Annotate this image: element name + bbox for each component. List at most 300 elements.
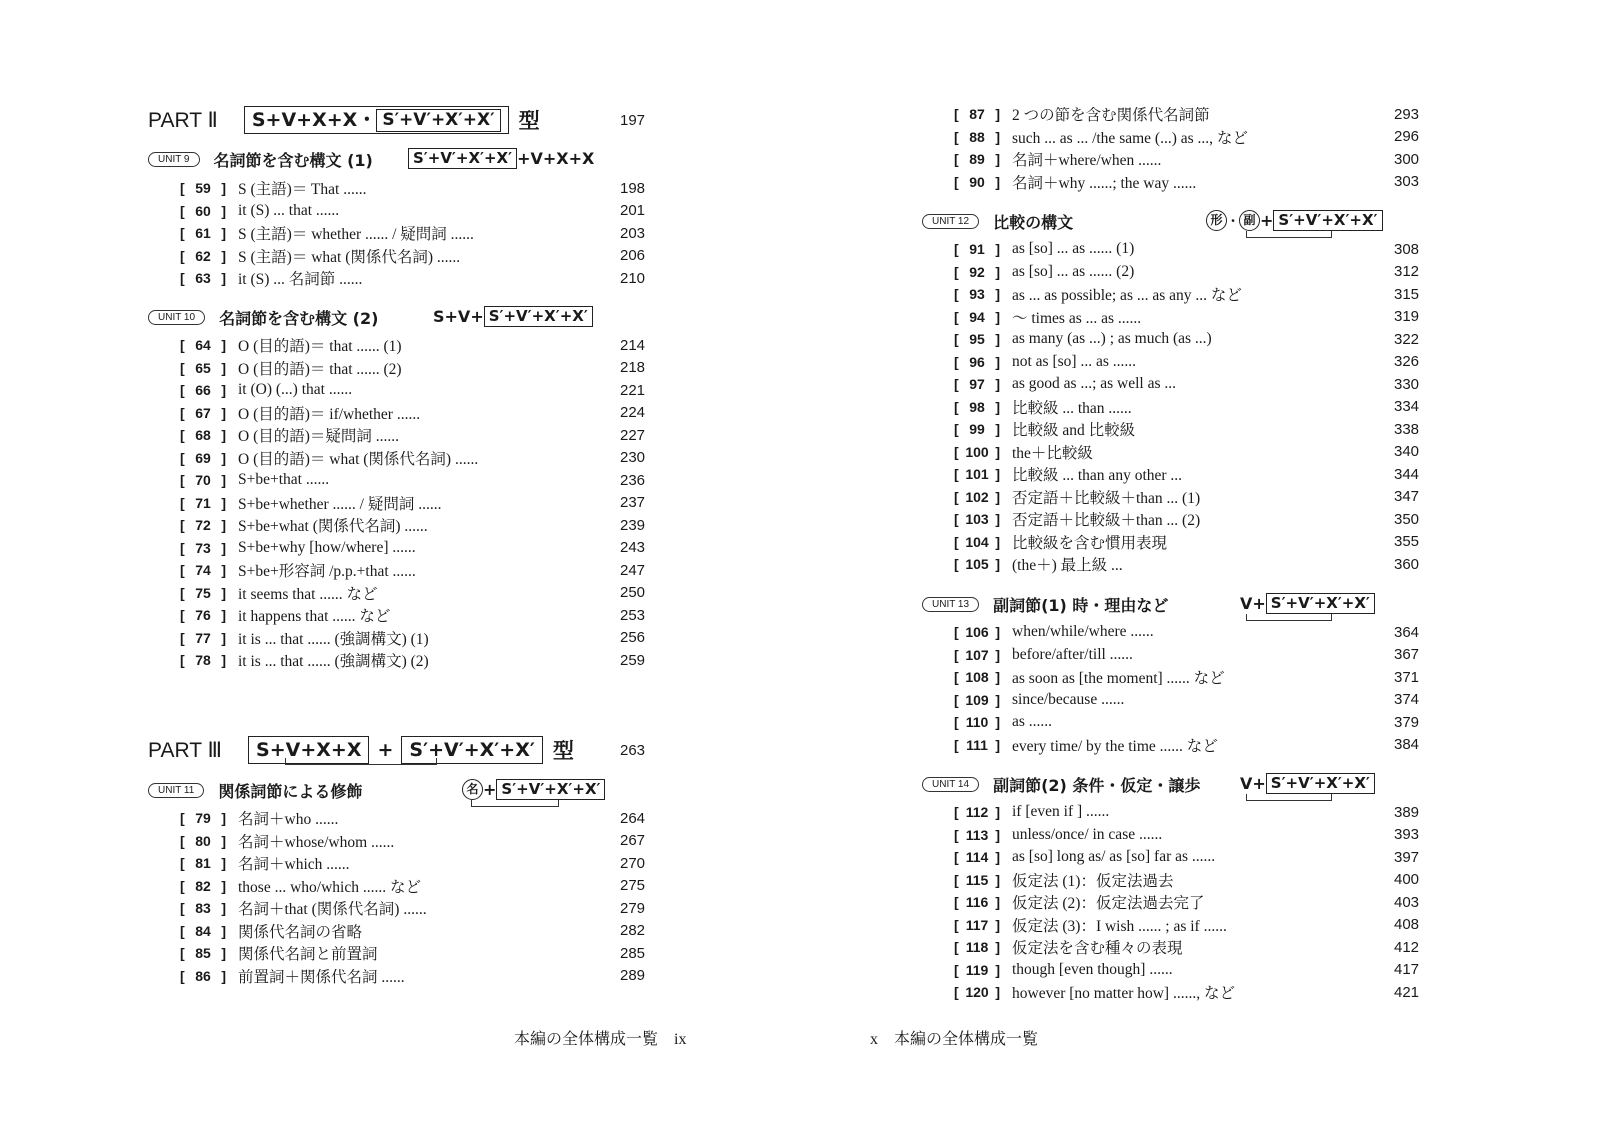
entry-text: 仮定法を含む種々の表現	[1012, 940, 1183, 957]
entry-number	[954, 849, 1000, 865]
open-bracket: [	[954, 173, 959, 190]
entry-page: 308	[1394, 240, 1420, 258]
entry-page: 250	[620, 584, 646, 601]
entry-number	[954, 129, 1000, 145]
entry-text: S (主語)＝ That ......	[238, 181, 367, 198]
list-item	[180, 942, 646, 964]
entry-number-value: 103	[965, 511, 989, 527]
open-bracket: [	[954, 826, 959, 843]
close-bracket: ]	[995, 376, 1000, 392]
unit12-title: 比較の構文	[993, 212, 1074, 232]
entry-page: 412	[1394, 938, 1420, 956]
entry-number	[954, 894, 1000, 910]
entry-page: 221	[620, 381, 646, 399]
entry-number	[180, 472, 226, 488]
part3-formula-a: S+V+X+X	[248, 736, 369, 764]
entry-number	[954, 647, 1000, 663]
open-bracket: [	[954, 736, 959, 753]
entry-number-value: 99	[969, 421, 985, 437]
entry-number	[954, 421, 1000, 437]
entry-number	[954, 106, 1000, 122]
list-item	[954, 711, 1420, 733]
entry-page: 296	[1394, 128, 1420, 145]
part2-formula	[244, 106, 509, 134]
open-bracket: [	[180, 247, 185, 264]
entry-page: 367	[1394, 646, 1420, 663]
open-bracket: [	[954, 106, 959, 122]
list-item	[954, 981, 1420, 1003]
entry-page: 326	[1394, 353, 1420, 370]
entry-text: 否定語＋比較級＋than ... (2)	[1012, 512, 1201, 529]
entry-number-value: 65	[195, 359, 211, 376]
entry-number	[180, 540, 226, 556]
entry-text: however [no matter how] ......, など	[1012, 985, 1235, 1002]
unit12-formula	[1206, 210, 1383, 231]
close-bracket: ]	[995, 151, 1000, 167]
close-bracket: ]	[221, 539, 226, 556]
list-item	[180, 177, 646, 199]
entry-number-value: 116	[965, 894, 989, 910]
entry-number	[954, 737, 1000, 753]
entry-page: 315	[1394, 285, 1420, 303]
entry-number-value: 83	[195, 900, 211, 916]
entry-text: (the＋) 最上級 ...	[1012, 557, 1123, 574]
entry-text: it is ... that ...... (強調構文) (1)	[238, 630, 429, 648]
left-footer: 本編の全体構成一覧 ix	[514, 1031, 687, 1048]
entry-number-value: 109	[965, 691, 989, 708]
list-item	[954, 824, 1420, 846]
close-bracket: ]	[221, 180, 226, 196]
unit14-formula-box: S′+V′+X′+X′	[1266, 773, 1375, 794]
entry-number	[954, 241, 1000, 257]
entry-page: 218	[620, 359, 646, 376]
open-bracket: [	[954, 984, 959, 1000]
entry-number-value: 105	[965, 556, 989, 572]
entry-text: S+be+what (関係代名詞) ......	[238, 518, 428, 535]
entry-text: O (目的語)＝ if/whether ......	[238, 405, 421, 423]
entry-page: 408	[1394, 916, 1420, 933]
entry-page: 384	[1394, 736, 1420, 753]
unit10-formula	[433, 306, 593, 327]
entry-number-value: 75	[195, 584, 211, 601]
entry-page: 206	[620, 247, 646, 264]
right-footer: x 本編の全体構成一覧	[870, 1031, 1039, 1048]
part2-kata: 型	[518, 109, 540, 133]
close-bracket: ]	[221, 247, 226, 264]
open-bracket: [	[180, 382, 185, 398]
entry-text: the＋比較級	[1012, 444, 1093, 462]
close-bracket: ]	[221, 337, 226, 353]
entry-number	[954, 354, 1000, 370]
entry-number	[954, 466, 1000, 482]
entry-page: 243	[620, 539, 646, 556]
list-item	[954, 171, 1420, 193]
list-item	[954, 126, 1420, 148]
open-bracket: [	[180, 832, 185, 849]
entry-text: 仮定法 (1)：仮定法過去	[1012, 872, 1174, 890]
list-item	[954, 486, 1420, 508]
entry-page: 293	[1394, 105, 1420, 123]
list-item	[180, 492, 646, 514]
open-bracket: [	[180, 967, 185, 984]
entry-page: 275	[620, 877, 646, 894]
entry-page: 344	[1394, 465, 1420, 483]
open-bracket: [	[180, 517, 185, 533]
entry-text: 否定語＋比較級＋than ... (1)	[1012, 489, 1201, 507]
entry-text: as soon as [the moment] ...... など	[1012, 670, 1225, 687]
part2-page: 197	[620, 112, 646, 129]
close-bracket: ]	[995, 646, 1000, 663]
close-bracket: ]	[995, 488, 1000, 505]
entry-page: 355	[1394, 533, 1420, 550]
list-item	[180, 604, 646, 626]
list-item	[954, 418, 1420, 440]
list-item	[180, 222, 646, 244]
unit14-formula	[1240, 773, 1375, 794]
list-item	[954, 328, 1420, 350]
open-bracket: [	[180, 472, 185, 488]
entry-number	[180, 968, 226, 984]
open-bracket: [	[180, 225, 185, 241]
list-item	[180, 267, 646, 289]
close-bracket: ]	[995, 984, 1000, 1000]
list-item	[180, 447, 646, 469]
entry-number-value: 85	[195, 945, 211, 961]
open-bracket: [	[954, 376, 959, 392]
list-item	[954, 441, 1420, 463]
list-item	[180, 559, 646, 581]
close-bracket: ]	[995, 511, 1000, 527]
close-bracket: ]	[221, 810, 226, 826]
unit10-badge: UNIT 10	[148, 310, 205, 325]
entry-text: as ......	[1012, 713, 1053, 730]
entry-page: 340	[1394, 443, 1420, 460]
unit11-plus: +	[483, 780, 497, 799]
entry-page: 239	[620, 516, 646, 534]
unit10-title: 名詞節を含む構文 (2)	[219, 308, 379, 328]
entry-text: S+be+形容詞 /p.p.+that ......	[238, 563, 416, 580]
entry-number-value: 113	[965, 826, 989, 843]
entry-text: such ... as ... /the same (...) as ..., など	[1012, 129, 1248, 147]
entry-page: 389	[1394, 803, 1420, 821]
entry-number-value: 86	[195, 967, 211, 984]
list-item	[180, 920, 646, 942]
list-item	[180, 357, 646, 379]
list-item	[180, 424, 646, 446]
open-bracket: [	[180, 427, 185, 443]
open-bracket: [	[180, 270, 185, 286]
entry-page: 253	[620, 606, 646, 624]
entry-text: when/while/where ......	[1012, 623, 1154, 640]
entry-number-value: 117	[965, 916, 989, 933]
list-item	[954, 261, 1420, 283]
entry-number-value: 95	[969, 331, 985, 347]
close-bracket: ]	[995, 691, 1000, 708]
entry-text: S+be+that ......	[238, 471, 330, 488]
list-item	[180, 402, 646, 424]
open-bracket: [	[954, 511, 959, 527]
list-item	[954, 936, 1420, 958]
open-bracket: [	[954, 894, 959, 910]
open-bracket: [	[954, 421, 959, 437]
right-page	[800, 0, 1600, 1135]
entry-text: 関係代名詞と前置詞	[238, 946, 378, 963]
entry-page: 214	[620, 336, 646, 354]
open-bracket: [	[180, 900, 185, 916]
entry-number-value: 107	[965, 646, 989, 663]
close-bracket: ]	[995, 533, 1000, 550]
open-bracket: [	[180, 945, 185, 961]
list-item	[954, 531, 1420, 553]
entry-text: 名詞＋which ......	[238, 856, 350, 873]
unit12-connector-line	[1246, 231, 1332, 238]
close-bracket: ]	[995, 624, 1000, 640]
close-bracket: ]	[221, 629, 226, 646]
open-bracket: [	[180, 337, 185, 353]
list-item	[180, 852, 646, 874]
noun-circle-icon: 名	[462, 779, 483, 800]
part3-kata: 型	[552, 739, 574, 763]
list-item	[954, 238, 1420, 260]
entry-text: 名詞＋whose/whom ......	[238, 833, 395, 851]
entry-number-value: 114	[965, 849, 989, 865]
entry-text: it seems that ...... など	[238, 585, 378, 603]
entry-number	[954, 692, 1000, 708]
entry-text: unless/once/ in case ......	[1012, 825, 1163, 843]
entry-text: 関係代名詞の省略	[238, 923, 363, 941]
entry-page: 393	[1394, 826, 1420, 843]
entry-text: it (O) (...) that ......	[238, 381, 353, 398]
entry-number	[180, 382, 226, 398]
open-bracket: [	[180, 404, 185, 421]
entry-page: 417	[1394, 961, 1420, 978]
entry-text: 名詞＋that (関係代名詞) ......	[238, 901, 427, 918]
entry-text: 比較級 ... than any other ...	[1012, 467, 1183, 484]
close-bracket: ]	[221, 270, 226, 286]
entry-page: 227	[620, 426, 646, 444]
entry-number	[180, 270, 226, 286]
list-item	[954, 351, 1420, 373]
part2-formula-inner: S′+V′+X′+X′	[376, 109, 500, 132]
close-bracket: ]	[995, 916, 1000, 933]
part2-heading	[148, 100, 540, 140]
close-bracket: ]	[221, 494, 226, 511]
list-item	[180, 649, 646, 671]
unit13-pre: V	[1240, 594, 1253, 613]
entry-page: 230	[620, 449, 646, 466]
open-bracket: [	[954, 241, 959, 257]
open-bracket: [	[180, 539, 185, 556]
part2-formula-prefix: S+V+X+X・	[251, 109, 377, 131]
unit14-pre: V	[1240, 774, 1253, 793]
open-bracket: [	[180, 562, 185, 578]
entry-page: 397	[1394, 848, 1420, 866]
entry-number-value: 97	[969, 376, 985, 392]
part3-formula-b: S′+V′+X′+X′	[401, 736, 543, 764]
close-bracket: ]	[995, 804, 1000, 820]
close-bracket: ]	[995, 106, 1000, 122]
entry-number	[180, 225, 226, 241]
list-item	[180, 582, 646, 604]
unit14-connector-line	[1246, 794, 1332, 801]
unit12-formula-box: S′+V′+X′+X′	[1273, 210, 1382, 231]
entry-number	[180, 337, 226, 353]
entry-number	[180, 855, 226, 871]
open-bracket: [	[954, 939, 959, 955]
list-item	[954, 914, 1420, 936]
entry-number-value: 82	[195, 877, 211, 894]
entry-page: 289	[620, 967, 646, 984]
part3-plus: +	[377, 739, 394, 761]
entry-text: 比較級 ... than ......	[1012, 399, 1132, 417]
unit12-dot: ・	[1227, 214, 1240, 228]
close-bracket: ]	[995, 398, 1000, 415]
entry-text: those ... who/which ...... など	[238, 878, 421, 896]
unit13-formula	[1240, 593, 1375, 614]
list-item	[180, 830, 646, 852]
close-bracket: ]	[221, 225, 226, 241]
open-bracket: [	[180, 877, 185, 894]
open-bracket: [	[954, 871, 959, 888]
entry-number-value: 101	[965, 466, 989, 482]
list-item	[180, 537, 646, 559]
list-item	[954, 508, 1420, 530]
unit11-heading	[148, 777, 362, 803]
entry-page: 330	[1394, 375, 1420, 393]
entry-number-value: 108	[965, 669, 989, 685]
entry-page: 364	[1394, 623, 1420, 641]
entry-number-value: 87	[969, 106, 985, 122]
entry-page: 270	[620, 854, 646, 872]
unit14-plus: +	[1252, 774, 1266, 793]
entry-text: O (目的語)＝疑問詞 ......	[238, 428, 400, 445]
entry-number	[954, 624, 1000, 640]
entry-number	[954, 939, 1000, 955]
close-bracket: ]	[995, 736, 1000, 753]
entry-page: 279	[620, 899, 646, 917]
entry-number	[954, 872, 1000, 888]
open-bracket: [	[954, 714, 959, 730]
entry-number	[954, 376, 1000, 392]
list-item	[180, 627, 646, 649]
entry-page: 319	[1394, 308, 1420, 325]
close-bracket: ]	[221, 562, 226, 578]
entry-number	[954, 309, 1000, 325]
entry-page: 374	[1394, 691, 1420, 708]
entry-text: it (S) ... 名詞節 ......	[238, 271, 363, 288]
entry-page: 303	[1394, 173, 1420, 190]
unit14-badge: UNIT 14	[922, 777, 979, 792]
unit11-formula-box: S′+V′+X′+X′	[496, 779, 605, 800]
open-bracket: [	[954, 624, 959, 640]
entry-number-value: 96	[969, 353, 985, 370]
entry-number	[954, 151, 1000, 167]
entry-number-value: 111	[966, 736, 988, 753]
entry-number-value: 104	[965, 533, 989, 550]
open-bracket: [	[954, 533, 959, 550]
entry-number	[180, 180, 226, 196]
part3-label: PART Ⅲ	[148, 738, 223, 762]
list-item	[954, 396, 1420, 418]
entry-number	[180, 900, 226, 916]
entry-number	[954, 399, 1000, 415]
open-bracket: [	[180, 607, 185, 623]
entry-page: 198	[620, 179, 646, 197]
entry-number	[954, 804, 1000, 820]
entry-number-value: 67	[195, 404, 211, 421]
entry-text: it (S) ... that ......	[238, 201, 340, 219]
list-item	[180, 807, 646, 829]
open-bracket: [	[180, 359, 185, 376]
open-bracket: [	[954, 308, 959, 325]
unit13-title: 副詞節(1) 時・理由など	[993, 595, 1169, 615]
unit12-plus: +	[1260, 211, 1274, 230]
unit11-formula	[462, 779, 605, 800]
entry-text: since/because ......	[1012, 690, 1125, 708]
entry-text: S (主語)＝ whether ...... / 疑問詞 ......	[238, 226, 474, 243]
open-bracket: [	[954, 849, 959, 865]
open-bracket: [	[954, 961, 959, 978]
list-item	[954, 959, 1420, 981]
close-bracket: ]	[221, 832, 226, 849]
open-bracket: [	[180, 810, 185, 826]
entry-text: 名詞＋where/when ......	[1012, 152, 1162, 169]
entry-number-value: 64	[195, 337, 211, 353]
entry-number	[180, 495, 226, 511]
unit9-formula	[408, 148, 594, 169]
unit10-formula-box: S′+V′+X′+X′	[484, 306, 593, 327]
entry-page: 236	[620, 471, 646, 489]
entry-number-value: 102	[965, 488, 989, 505]
entry-number	[180, 360, 226, 376]
list-item	[180, 379, 646, 401]
entry-page: 285	[620, 944, 646, 962]
close-bracket: ]	[995, 939, 1000, 955]
entry-number-value: 112	[965, 804, 989, 820]
unit11-badge: UNIT 11	[148, 783, 204, 798]
close-bracket: ]	[995, 826, 1000, 843]
entry-number	[180, 607, 226, 623]
entry-text: 比較級 and 比較級	[1012, 422, 1136, 439]
close-bracket: ]	[221, 449, 226, 466]
unit11-connector-line	[471, 800, 559, 807]
unit14-heading	[922, 771, 1200, 797]
unit9-formula-box: S′+V′+X′+X′	[408, 148, 517, 169]
entry-number-value: 93	[969, 286, 985, 302]
entry-number-value: 98	[969, 398, 985, 415]
close-bracket: ]	[221, 517, 226, 533]
list-item	[954, 666, 1420, 688]
unit10-heading	[148, 304, 378, 330]
entry-number-value: 119	[965, 961, 989, 978]
open-bracket: [	[954, 353, 959, 370]
close-bracket: ]	[221, 900, 226, 916]
entry-page: 312	[1394, 263, 1420, 280]
close-bracket: ]	[221, 359, 226, 376]
adverb-circle-icon: 副	[1239, 210, 1260, 231]
entry-text: S+be+why [how/where] ......	[238, 538, 416, 556]
entry-text: it happens that ...... など	[238, 608, 391, 625]
entry-text: S+be+whether ...... / 疑問詞 ......	[238, 495, 442, 513]
unit9-badge: UNIT 9	[148, 152, 200, 167]
entry-number-value: 74	[195, 562, 211, 578]
entry-page: 403	[1394, 893, 1420, 911]
entry-number-value: 71	[195, 494, 211, 511]
entry-page: 350	[1394, 510, 1420, 528]
part2-label: PART Ⅱ	[148, 108, 218, 132]
entry-number	[954, 669, 1000, 685]
entry-number-value: 79	[195, 810, 211, 826]
